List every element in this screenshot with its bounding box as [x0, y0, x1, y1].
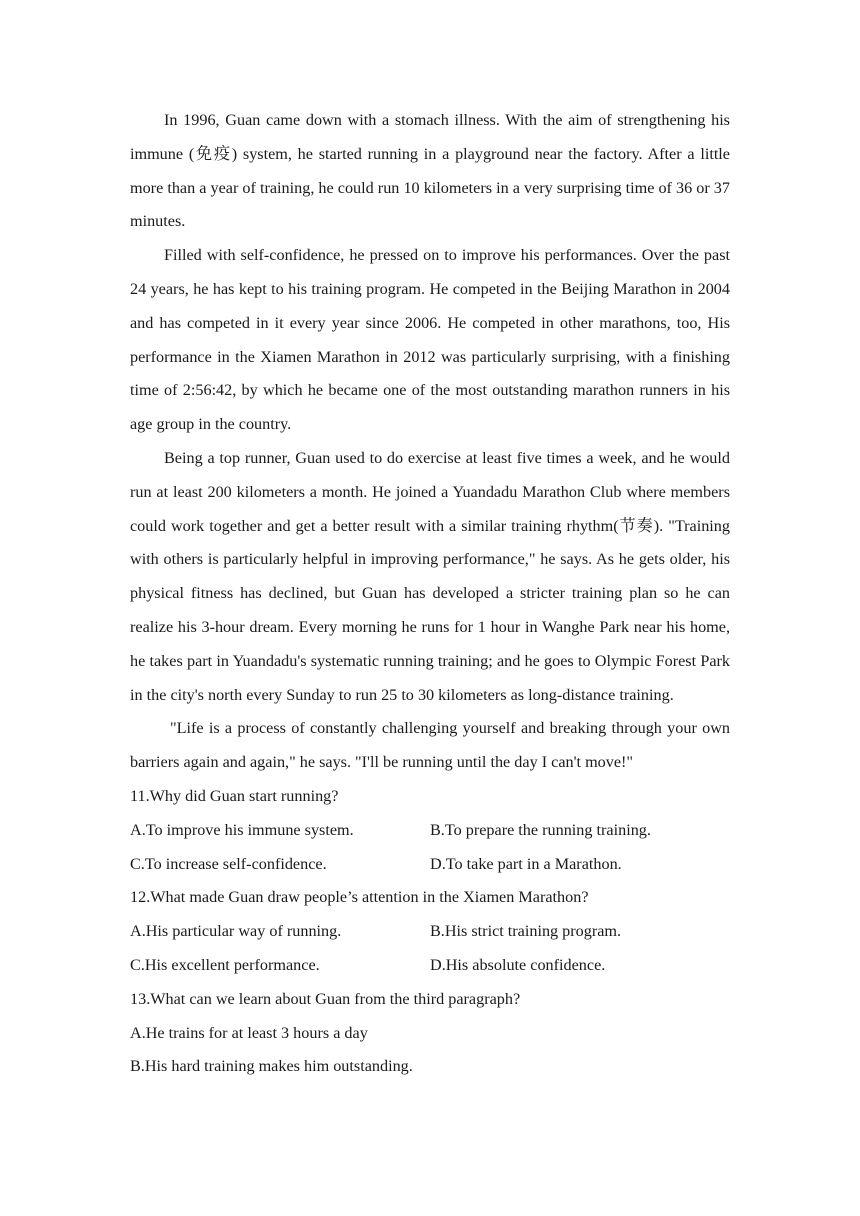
question-12-option-c: C.His excellent performance. [130, 955, 320, 974]
question-11-option-b: B.To prepare the running training. [430, 820, 651, 839]
document-content [130, 104, 730, 1084]
question-11-option-c: C.To increase self-confidence. [130, 854, 327, 873]
question-12-options-row-1 [130, 915, 730, 949]
question-12-option-a: A.His particular way of running. [130, 922, 342, 941]
passage-paragraph-3: Being a top runner, Guan used to do exercise at least five times a week, and he would run at least 200 kilometers a month. He joined a Yuandadu Marathon Club where members could work together and get a better result with a similar training rhythm(节奏). "Training with others is particularly helpful in improving performance," he says. As he gets older, his physical fitness has declined, but Guan has developed a stricter training plan so he can realize his 3-hour dream. Every morning he runs for 1 hour in Wanghe Park near his home, he takes part in Yuandadu's systematic running training; and he goes to Olympic Forest Park in the city's north every Sunday to run 25 to 30 kilometers as long-distance training. [130, 448, 730, 704]
question-12-options-row-2 [130, 949, 730, 983]
question-13-option-a: A.He trains for at least 3 hours a day [130, 1023, 368, 1042]
question-13-stem: 13.What can we learn about Guan from the third paragraph? [130, 989, 521, 1008]
question-11-options-row-2 [130, 848, 730, 882]
question-13-option-b: B.His hard training makes him outstanding. [130, 1057, 413, 1076]
question-11-option-a: A.To improve his immune system. [130, 820, 354, 839]
question-11-stem: 11.Why did Guan start running? [130, 786, 339, 805]
question-11-option-d: D.To take part in a Marathon. [430, 854, 622, 873]
passage-paragraph-2: Filled with self-confidence, he pressed on to improve his performances. Over the past 24 years, he has kept to his training program. He competed in the Beijing Marathon in 2004 and has competed in it every year since 2006. He competed in other marathons, too, His performance in the Xiamen Marathon in 2012 was particularly surprising, with a finishing time of 2:56:42, by which he became one of the most outstanding marathon runners in his age group in the country. [130, 246, 730, 434]
passage-paragraph-4: "Life is a process of constantly challenging yourself and breaking through your own barriers again and again," he says. "I'll be running until the day I can't move!" [130, 719, 730, 772]
question-12-option-d: D.His absolute confidence. [430, 955, 606, 974]
question-11-options-row-1 [130, 814, 730, 848]
question-12-stem: 12.What made Guan draw people’s attention in the Xiamen Marathon? [130, 888, 589, 907]
question-12-option-b: B.His strict training program. [430, 922, 622, 941]
passage-paragraph-1: In 1996, Guan came down with a stomach illness. With the aim of strengthening his immune (免疫) system, he started running in a playground near the factory. After a little more than a year of training, he could run 10 kilometers in a very surprising time of 36 or 37 minutes. [130, 111, 730, 231]
